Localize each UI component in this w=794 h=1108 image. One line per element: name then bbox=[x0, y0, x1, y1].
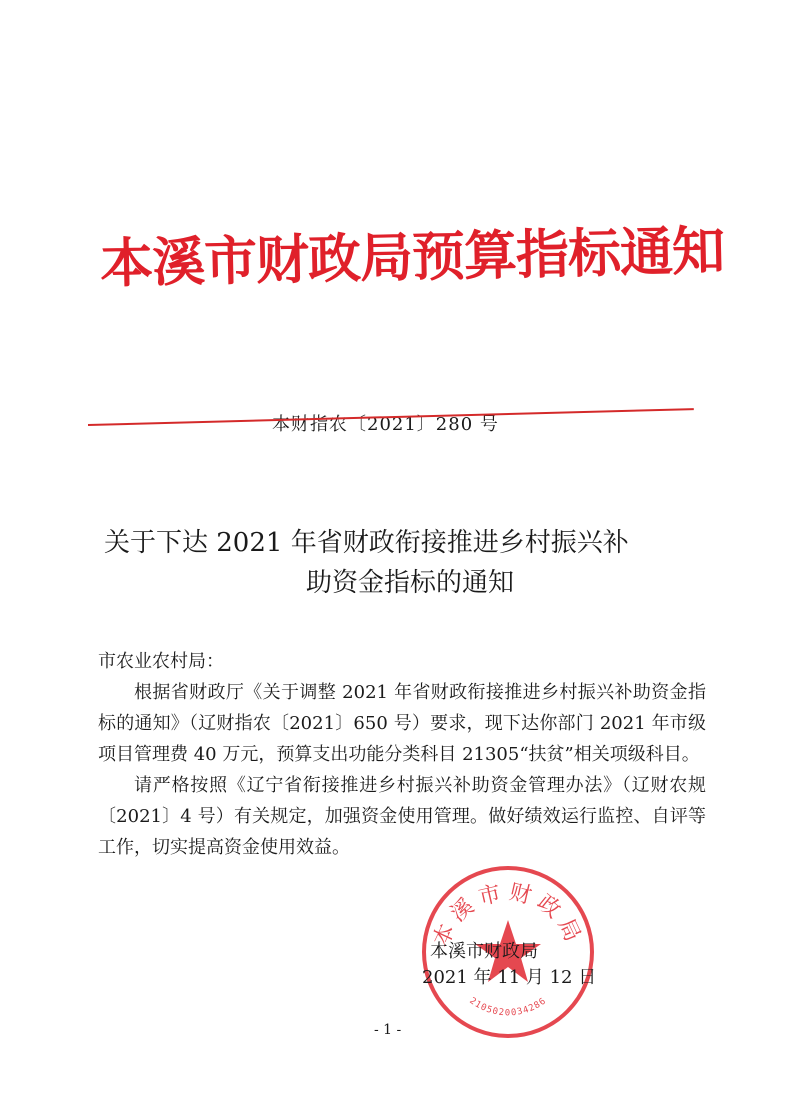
document-title-line-1: 关于下达 2021 年省财政衔接推进乡村振兴补 bbox=[104, 528, 629, 558]
document-number: 本财指农〔2021〕280 号 bbox=[272, 414, 499, 435]
document-title-line-2: 助资金指标的通知 bbox=[305, 568, 514, 598]
document-title bbox=[100, 523, 720, 603]
body-paragraph-2: 请严格按照《辽宁省衔接推进乡村振兴补助资金管理办法》（辽财农规〔2021〕4 号）有关规定，加强资金使用管理。做好绩效运行监控、自评等工作，切实提高资金使用效益。 bbox=[98, 775, 706, 858]
document-body bbox=[98, 646, 706, 863]
masthead-title: 本溪市财政局预算指标通知 bbox=[99, 220, 725, 295]
addressee: 市农业农村局： bbox=[98, 651, 224, 672]
seal-text: 本溪市财政局 bbox=[428, 879, 588, 951]
page-number: - 1 - bbox=[374, 1022, 402, 1038]
sender-name: 本溪市财政局 bbox=[430, 941, 538, 962]
body-paragraph-1: 根据省财政厅《关于调整 2021 年省财政衔接推进乡村振兴补助资金指标的通知》（辽财指农〔2021〕650 号）要求，现下达你部门 2021 年市级项目管理费 40 万元，预算支出功能分类科目 21305“扶贫”相关项级科目。 bbox=[98, 682, 706, 765]
issue-date: 2021 年 11 月 12 日 bbox=[422, 967, 597, 988]
seal-code: 2105020034286 bbox=[467, 996, 549, 1019]
